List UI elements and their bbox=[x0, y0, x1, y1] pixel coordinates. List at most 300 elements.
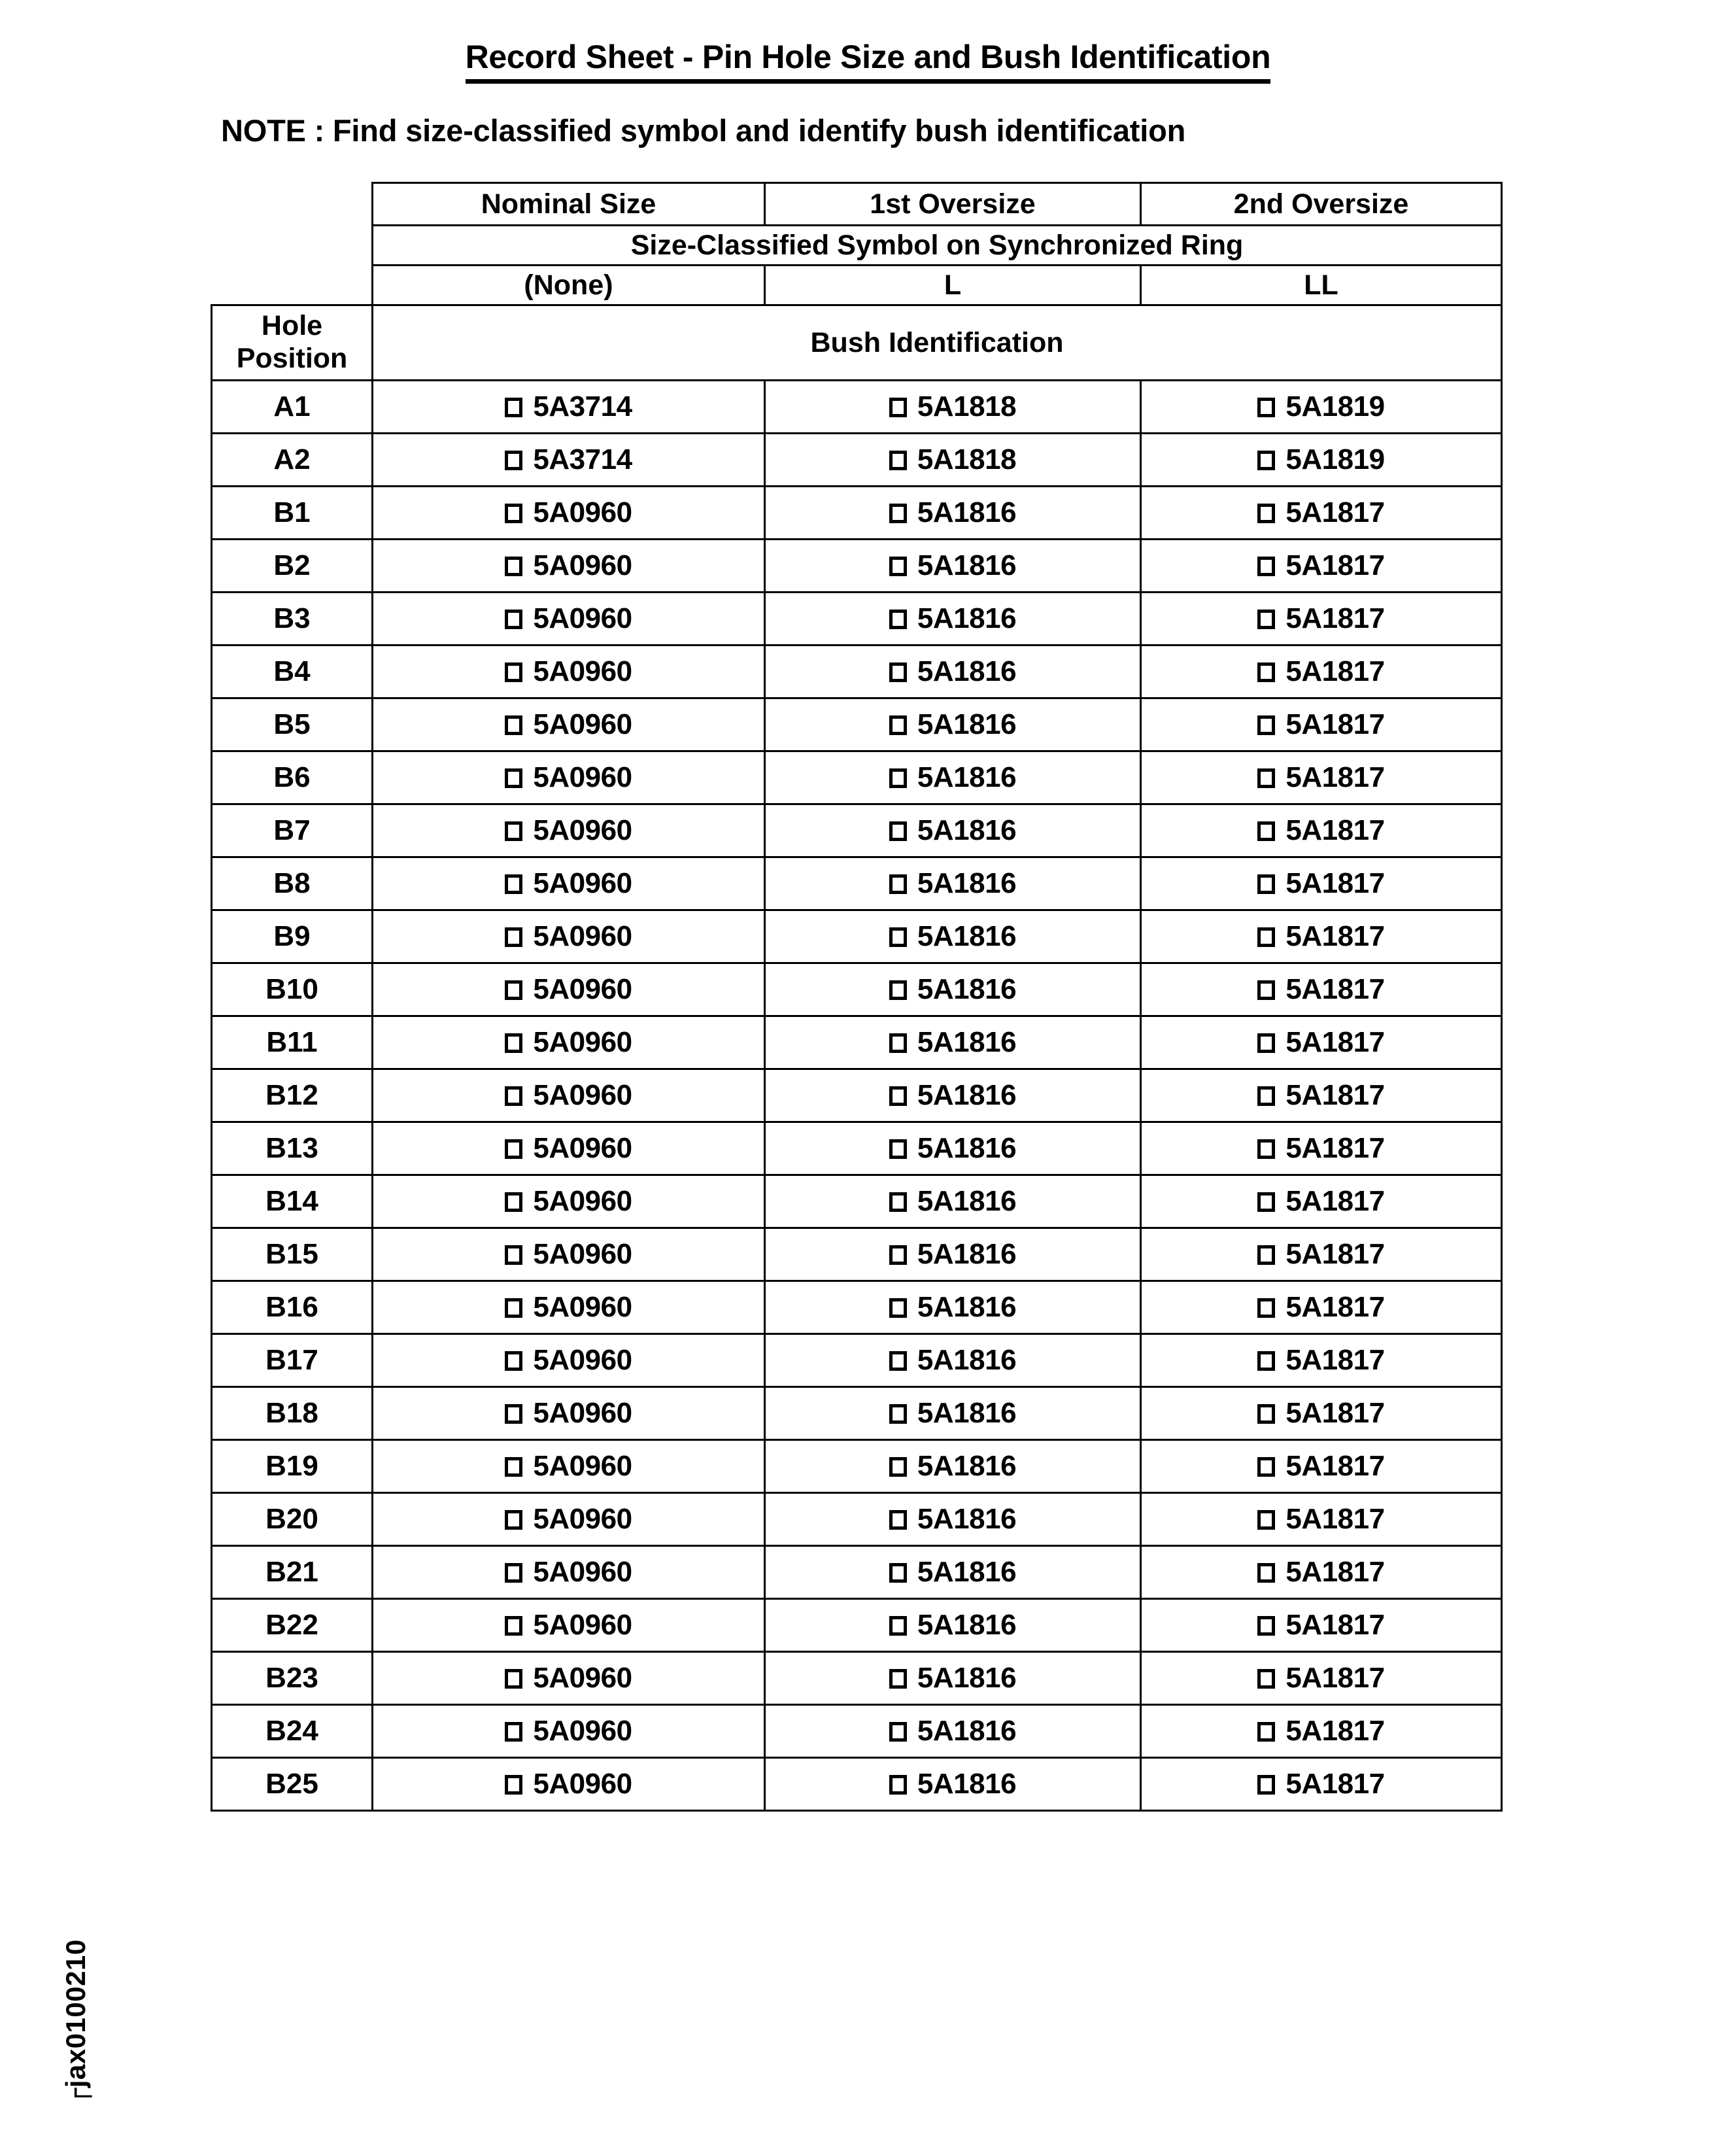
bush-check-group bbox=[889, 1185, 1016, 1218]
bush-cell-first-oversize[interactable] bbox=[765, 1228, 1141, 1281]
bush-cell-nominal[interactable] bbox=[373, 751, 765, 804]
bush-id-label: 5A0960 bbox=[533, 549, 632, 581]
bush-id-label: 5A0960 bbox=[533, 1396, 632, 1429]
checkbox-empty-icon[interactable] bbox=[505, 663, 522, 682]
table-spacer-cell bbox=[212, 266, 373, 305]
bush-id-label: 5A1817 bbox=[1285, 1078, 1385, 1111]
bush-id-label: 5A1816 bbox=[917, 708, 1017, 740]
bush-check-group bbox=[505, 1291, 632, 1324]
hole-position-cell: B2 bbox=[212, 540, 373, 593]
page-title bbox=[0, 38, 1736, 84]
table-row bbox=[212, 751, 1502, 804]
bush-cell-nominal[interactable] bbox=[373, 1652, 765, 1705]
page-title-text: Record Sheet - Pin Hole Size and Bush Identification bbox=[466, 38, 1271, 84]
checkbox-empty-icon[interactable] bbox=[505, 451, 522, 470]
bush-cell-nominal[interactable] bbox=[373, 434, 765, 487]
hole-position-cell: B10 bbox=[212, 963, 373, 1016]
checkbox-empty-icon[interactable] bbox=[1257, 504, 1275, 523]
header-symbol-label: Size-Classified Symbol on Synchronized Ring bbox=[373, 226, 1502, 266]
hole-position-cell: B21 bbox=[212, 1546, 373, 1599]
checkbox-empty-icon[interactable] bbox=[505, 980, 522, 1000]
bush-id-label: 5A1817 bbox=[1285, 814, 1385, 846]
bush-id-label: 5A1816 bbox=[917, 1184, 1017, 1217]
bush-check-group bbox=[889, 496, 1016, 529]
table-spacer-cell bbox=[212, 226, 373, 266]
table-row bbox=[212, 381, 1502, 434]
hole-position-cell: B13 bbox=[212, 1122, 373, 1175]
hole-position-cell: B14 bbox=[212, 1175, 373, 1228]
checkbox-empty-icon[interactable] bbox=[889, 768, 907, 788]
checkbox-empty-icon[interactable] bbox=[505, 1722, 522, 1742]
hole-position-cell: B11 bbox=[212, 1016, 373, 1069]
bush-id-label: 5A1817 bbox=[1285, 1661, 1385, 1694]
bush-check-group bbox=[505, 1503, 632, 1536]
table-row bbox=[212, 487, 1502, 540]
checkbox-empty-icon[interactable] bbox=[889, 451, 907, 470]
bush-cell-first-oversize[interactable] bbox=[765, 1599, 1141, 1652]
checkbox-empty-icon[interactable] bbox=[889, 1457, 907, 1477]
bush-id-label: 5A1816 bbox=[917, 1025, 1017, 1058]
bush-cell-first-oversize[interactable] bbox=[765, 1387, 1141, 1440]
bush-cell-nominal[interactable] bbox=[373, 1493, 765, 1546]
bush-check-group bbox=[1257, 920, 1384, 953]
bush-cell-second-oversize[interactable] bbox=[1141, 910, 1502, 963]
bush-cell-second-oversize[interactable] bbox=[1141, 804, 1502, 857]
bush-check-group bbox=[1257, 867, 1384, 900]
bush-cell-first-oversize[interactable] bbox=[765, 698, 1141, 751]
bush-cell-first-oversize[interactable] bbox=[765, 857, 1141, 910]
checkbox-empty-icon[interactable] bbox=[1257, 1669, 1275, 1689]
header-size-1: Nominal Size bbox=[373, 183, 765, 226]
bush-cell-nominal[interactable] bbox=[373, 1440, 765, 1493]
bush-check-group bbox=[505, 1768, 632, 1800]
bush-cell-second-oversize[interactable] bbox=[1141, 1334, 1502, 1387]
header-size-3: 2nd Oversize bbox=[1141, 183, 1502, 226]
hole-position-cell: A1 bbox=[212, 381, 373, 434]
bush-check-group bbox=[505, 655, 632, 688]
header-mark-3: LL bbox=[1141, 266, 1502, 305]
bush-id-label: 5A1816 bbox=[917, 1449, 1017, 1482]
checkbox-empty-icon[interactable] bbox=[505, 1298, 522, 1318]
bush-cell-second-oversize[interactable] bbox=[1141, 593, 1502, 645]
bush-cell-first-oversize[interactable] bbox=[765, 1440, 1141, 1493]
header-bush-identification: Bush Identification bbox=[373, 305, 1502, 381]
bush-cell-nominal[interactable] bbox=[373, 1334, 765, 1387]
bush-check-group bbox=[505, 443, 632, 476]
bush-cell-nominal[interactable] bbox=[373, 1281, 765, 1334]
checkbox-empty-icon[interactable] bbox=[1257, 1033, 1275, 1053]
bush-id-label: 5A1817 bbox=[1285, 1502, 1385, 1535]
checkbox-empty-icon[interactable] bbox=[505, 768, 522, 788]
checkbox-empty-icon[interactable] bbox=[1257, 610, 1275, 629]
checkbox-empty-icon[interactable] bbox=[505, 1245, 522, 1265]
checkbox-empty-icon[interactable] bbox=[1257, 1139, 1275, 1159]
bush-cell-nominal[interactable] bbox=[373, 1175, 765, 1228]
bush-check-group bbox=[1257, 443, 1384, 476]
checkbox-empty-icon[interactable] bbox=[889, 1563, 907, 1583]
bush-check-group bbox=[1257, 602, 1384, 635]
checkbox-empty-icon[interactable] bbox=[505, 927, 522, 947]
bush-id-label: 5A1816 bbox=[917, 1714, 1017, 1747]
checkbox-empty-icon[interactable] bbox=[505, 398, 522, 417]
bush-id-label: 5A0960 bbox=[533, 1184, 632, 1217]
bush-cell-second-oversize[interactable] bbox=[1141, 1546, 1502, 1599]
bush-cell-nominal[interactable] bbox=[373, 1758, 765, 1811]
bush-id-label: 5A1816 bbox=[917, 1608, 1017, 1641]
checkbox-empty-icon[interactable] bbox=[889, 1139, 907, 1159]
bush-cell-second-oversize[interactable] bbox=[1141, 1599, 1502, 1652]
bush-check-group bbox=[505, 1450, 632, 1483]
checkbox-empty-icon[interactable] bbox=[1257, 398, 1275, 417]
bush-check-group bbox=[1257, 1185, 1384, 1218]
checkbox-empty-icon[interactable] bbox=[505, 1510, 522, 1530]
bush-cell-nominal[interactable] bbox=[373, 1228, 765, 1281]
checkbox-empty-icon[interactable] bbox=[505, 610, 522, 629]
checkbox-empty-icon[interactable] bbox=[889, 557, 907, 576]
bush-cell-nominal[interactable] bbox=[373, 1387, 765, 1440]
bush-cell-nominal[interactable] bbox=[373, 1016, 765, 1069]
bush-check-group bbox=[889, 1238, 1016, 1271]
bush-cell-second-oversize[interactable] bbox=[1141, 698, 1502, 751]
bush-cell-second-oversize[interactable] bbox=[1141, 1758, 1502, 1811]
bush-id-label: 5A1817 bbox=[1285, 496, 1385, 528]
checkbox-empty-icon[interactable] bbox=[1257, 1404, 1275, 1424]
checkbox-empty-icon[interactable] bbox=[1257, 1192, 1275, 1212]
bush-cell-nominal[interactable] bbox=[373, 698, 765, 751]
bush-check-group bbox=[1257, 1662, 1384, 1695]
checkbox-empty-icon[interactable] bbox=[505, 1139, 522, 1159]
checkbox-empty-icon[interactable] bbox=[889, 715, 907, 735]
bush-id-label: 5A0960 bbox=[533, 814, 632, 846]
bush-cell-nominal[interactable] bbox=[373, 593, 765, 645]
checkbox-empty-icon[interactable] bbox=[1257, 663, 1275, 682]
bush-cell-first-oversize[interactable] bbox=[765, 434, 1141, 487]
bush-check-group bbox=[889, 1291, 1016, 1324]
bush-id-label: 5A1816 bbox=[917, 1767, 1017, 1800]
table-row bbox=[212, 593, 1502, 645]
header-row-marks bbox=[212, 266, 1502, 305]
bush-cell-second-oversize[interactable] bbox=[1141, 1228, 1502, 1281]
bush-id-label: 5A1817 bbox=[1285, 1237, 1385, 1270]
checkbox-empty-icon[interactable] bbox=[889, 1086, 907, 1106]
table-row bbox=[212, 1016, 1502, 1069]
bush-cell-nominal[interactable] bbox=[373, 963, 765, 1016]
bush-cell-nominal[interactable] bbox=[373, 1122, 765, 1175]
checkbox-empty-icon[interactable] bbox=[1257, 557, 1275, 576]
bush-cell-second-oversize[interactable] bbox=[1141, 1281, 1502, 1334]
bush-check-group bbox=[505, 708, 632, 741]
checkbox-empty-icon[interactable] bbox=[1257, 927, 1275, 947]
bush-cell-second-oversize[interactable] bbox=[1141, 487, 1502, 540]
bush-cell-second-oversize[interactable] bbox=[1141, 1705, 1502, 1758]
bush-check-group bbox=[505, 973, 632, 1006]
bush-cell-nominal[interactable] bbox=[373, 381, 765, 434]
footer-code-text: jax0100210 bbox=[60, 1939, 91, 2088]
bush-check-group bbox=[1257, 1715, 1384, 1747]
bush-check-group bbox=[1257, 1450, 1384, 1483]
bush-id-label: 5A3714 bbox=[533, 390, 632, 422]
bush-cell-nominal[interactable] bbox=[373, 1705, 765, 1758]
checkbox-empty-icon[interactable] bbox=[505, 1033, 522, 1053]
bush-cell-nominal[interactable] bbox=[373, 910, 765, 963]
hole-position-line2: Position bbox=[236, 343, 348, 374]
bush-cell-second-oversize[interactable] bbox=[1141, 751, 1502, 804]
header-mark-1: (None) bbox=[373, 266, 765, 305]
checkbox-empty-icon[interactable] bbox=[505, 1351, 522, 1371]
checkbox-empty-icon[interactable] bbox=[1257, 1616, 1275, 1636]
bush-id-label: 5A1816 bbox=[917, 655, 1017, 687]
bush-cell-first-oversize[interactable] bbox=[765, 645, 1141, 698]
checkbox-empty-icon[interactable] bbox=[889, 1033, 907, 1053]
table-row bbox=[212, 1758, 1502, 1811]
checkbox-empty-icon[interactable] bbox=[889, 821, 907, 841]
table-row bbox=[212, 434, 1502, 487]
bush-check-group bbox=[505, 390, 632, 423]
bush-check-group bbox=[1257, 1609, 1384, 1642]
checkbox-empty-icon[interactable] bbox=[1257, 980, 1275, 1000]
checkbox-empty-icon[interactable] bbox=[889, 1351, 907, 1371]
checkbox-empty-icon[interactable] bbox=[1257, 1298, 1275, 1318]
checkbox-empty-icon[interactable] bbox=[889, 1722, 907, 1742]
checkbox-empty-icon[interactable] bbox=[1257, 1775, 1275, 1795]
bush-cell-first-oversize[interactable] bbox=[765, 1652, 1141, 1705]
checkbox-empty-icon[interactable] bbox=[505, 1192, 522, 1212]
checkbox-empty-icon[interactable] bbox=[505, 557, 522, 576]
checkbox-empty-icon[interactable] bbox=[889, 1669, 907, 1689]
bush-id-label: 5A0960 bbox=[533, 1502, 632, 1535]
bush-cell-first-oversize[interactable] bbox=[765, 381, 1141, 434]
bush-id-label: 5A1816 bbox=[917, 496, 1017, 528]
bush-cell-nominal[interactable] bbox=[373, 540, 765, 593]
checkbox-empty-icon[interactable] bbox=[505, 1616, 522, 1636]
checkbox-empty-icon[interactable] bbox=[889, 663, 907, 682]
bush-cell-second-oversize[interactable] bbox=[1141, 1652, 1502, 1705]
header-hole-position bbox=[212, 305, 373, 381]
bush-id-label: 5A1816 bbox=[917, 867, 1017, 899]
bush-check-group bbox=[889, 708, 1016, 741]
bush-cell-first-oversize[interactable] bbox=[765, 1758, 1141, 1811]
bush-cell-second-oversize[interactable] bbox=[1141, 1175, 1502, 1228]
bush-cell-second-oversize[interactable] bbox=[1141, 1122, 1502, 1175]
bush-cell-second-oversize[interactable] bbox=[1141, 1387, 1502, 1440]
table-row bbox=[212, 910, 1502, 963]
footer-document-code bbox=[60, 1939, 92, 2105]
table-row bbox=[212, 1546, 1502, 1599]
bush-cell-first-oversize[interactable] bbox=[765, 751, 1141, 804]
bush-id-label: 5A1817 bbox=[1285, 1608, 1385, 1641]
hole-position-cell: B8 bbox=[212, 857, 373, 910]
checkbox-empty-icon[interactable] bbox=[505, 1457, 522, 1477]
bush-check-group bbox=[889, 1768, 1016, 1800]
checkbox-empty-icon[interactable] bbox=[1257, 451, 1275, 470]
bush-cell-nominal[interactable] bbox=[373, 857, 765, 910]
checkbox-empty-icon[interactable] bbox=[505, 1669, 522, 1689]
hole-position-cell: B12 bbox=[212, 1069, 373, 1122]
bush-cell-second-oversize[interactable] bbox=[1141, 1440, 1502, 1493]
hole-position-cell: B9 bbox=[212, 910, 373, 963]
checkbox-empty-icon[interactable] bbox=[505, 1404, 522, 1424]
bush-cell-first-oversize[interactable] bbox=[765, 1334, 1141, 1387]
checkbox-empty-icon[interactable] bbox=[889, 1298, 907, 1318]
bush-cell-nominal[interactable] bbox=[373, 487, 765, 540]
checkbox-empty-icon[interactable] bbox=[1257, 715, 1275, 735]
hole-position-cell: B5 bbox=[212, 698, 373, 751]
bush-cell-first-oversize[interactable] bbox=[765, 1175, 1141, 1228]
checkbox-empty-icon[interactable] bbox=[889, 927, 907, 947]
checkbox-empty-icon[interactable] bbox=[889, 1192, 907, 1212]
bush-id-label: 5A1817 bbox=[1285, 1767, 1385, 1800]
checkbox-empty-icon[interactable] bbox=[505, 1563, 522, 1583]
checkbox-empty-icon[interactable] bbox=[889, 1775, 907, 1795]
hole-position-cell: B25 bbox=[212, 1758, 373, 1811]
bush-id-label: 5A0960 bbox=[533, 496, 632, 528]
checkbox-empty-icon[interactable] bbox=[1257, 1245, 1275, 1265]
bush-id-label: 5A1816 bbox=[917, 602, 1017, 634]
bush-cell-second-oversize[interactable] bbox=[1141, 1493, 1502, 1546]
bush-check-group bbox=[1257, 1132, 1384, 1165]
bush-cell-nominal[interactable] bbox=[373, 804, 765, 857]
checkbox-empty-icon[interactable] bbox=[889, 1510, 907, 1530]
bush-id-label: 5A0960 bbox=[533, 1290, 632, 1323]
bush-cell-first-oversize[interactable] bbox=[765, 1281, 1141, 1334]
bush-cell-first-oversize[interactable] bbox=[765, 1016, 1141, 1069]
bush-check-group bbox=[505, 1344, 632, 1377]
table-row bbox=[212, 1281, 1502, 1334]
bush-cell-nominal[interactable] bbox=[373, 1599, 765, 1652]
checkbox-empty-icon[interactable] bbox=[889, 980, 907, 1000]
bush-check-group bbox=[505, 1026, 632, 1059]
bush-check-group bbox=[889, 602, 1016, 635]
bush-cell-first-oversize[interactable] bbox=[765, 804, 1141, 857]
checkbox-empty-icon[interactable] bbox=[1257, 1563, 1275, 1583]
checkbox-empty-icon[interactable] bbox=[505, 821, 522, 841]
bush-id-label: 5A0960 bbox=[533, 761, 632, 793]
bush-check-group bbox=[889, 1503, 1016, 1536]
checkbox-empty-icon[interactable] bbox=[889, 504, 907, 523]
checkbox-empty-icon[interactable] bbox=[505, 1086, 522, 1106]
bush-cell-second-oversize[interactable] bbox=[1141, 645, 1502, 698]
bush-check-group bbox=[505, 1079, 632, 1112]
hole-position-cell: B19 bbox=[212, 1440, 373, 1493]
hole-position-cell: B1 bbox=[212, 487, 373, 540]
table-row bbox=[212, 1652, 1502, 1705]
bush-id-label: 5A1818 bbox=[917, 390, 1017, 422]
bush-check-group bbox=[1257, 655, 1384, 688]
bush-cell-first-oversize[interactable] bbox=[765, 487, 1141, 540]
bush-cell-first-oversize[interactable] bbox=[765, 910, 1141, 963]
bush-id-label: 5A0960 bbox=[533, 1131, 632, 1164]
bush-check-group bbox=[889, 867, 1016, 900]
bush-check-group bbox=[1257, 1397, 1384, 1430]
checkbox-empty-icon[interactable] bbox=[889, 1616, 907, 1636]
bush-id-label: 5A1819 bbox=[1285, 390, 1385, 422]
bush-cell-second-oversize[interactable] bbox=[1141, 1069, 1502, 1122]
checkbox-empty-icon[interactable] bbox=[1257, 1510, 1275, 1530]
bush-cell-second-oversize[interactable] bbox=[1141, 963, 1502, 1016]
bush-check-group bbox=[505, 814, 632, 847]
bush-id-label: 5A1817 bbox=[1285, 1025, 1385, 1058]
hole-position-cell: B20 bbox=[212, 1493, 373, 1546]
hole-position-cell: B18 bbox=[212, 1387, 373, 1440]
bush-id-label: 5A1818 bbox=[917, 443, 1017, 475]
bush-check-group bbox=[505, 1609, 632, 1642]
checkbox-empty-icon[interactable] bbox=[889, 1404, 907, 1424]
checkbox-empty-icon[interactable] bbox=[1257, 1722, 1275, 1742]
bush-id-label: 5A1816 bbox=[917, 761, 1017, 793]
bush-cell-first-oversize[interactable] bbox=[765, 1546, 1141, 1599]
bush-check-group bbox=[505, 602, 632, 635]
bush-cell-nominal[interactable] bbox=[373, 1069, 765, 1122]
bush-cell-second-oversize[interactable] bbox=[1141, 434, 1502, 487]
table-row bbox=[212, 1705, 1502, 1758]
bush-cell-second-oversize[interactable] bbox=[1141, 857, 1502, 910]
checkbox-empty-icon[interactable] bbox=[505, 715, 522, 735]
bush-cell-first-oversize[interactable] bbox=[765, 1705, 1141, 1758]
bush-cell-second-oversize[interactable] bbox=[1141, 381, 1502, 434]
bush-check-group bbox=[505, 549, 632, 582]
table-row bbox=[212, 857, 1502, 910]
header-size-2: 1st Oversize bbox=[765, 183, 1141, 226]
bush-id-label: 5A1817 bbox=[1285, 1343, 1385, 1376]
hole-position-cell: B24 bbox=[212, 1705, 373, 1758]
bush-cell-first-oversize[interactable] bbox=[765, 540, 1141, 593]
checkbox-empty-icon[interactable] bbox=[1257, 821, 1275, 841]
bush-check-group bbox=[889, 1026, 1016, 1059]
bush-cell-first-oversize[interactable] bbox=[765, 1122, 1141, 1175]
checkbox-empty-icon[interactable] bbox=[1257, 768, 1275, 788]
checkbox-empty-icon[interactable] bbox=[1257, 1457, 1275, 1477]
bush-cell-first-oversize[interactable] bbox=[765, 593, 1141, 645]
bush-check-group bbox=[1257, 496, 1384, 529]
bush-id-label: 5A1817 bbox=[1285, 655, 1385, 687]
hole-position-cell: B3 bbox=[212, 593, 373, 645]
checkbox-empty-icon[interactable] bbox=[1257, 1086, 1275, 1106]
checkbox-empty-icon[interactable] bbox=[505, 874, 522, 894]
bush-id-label: 5A0960 bbox=[533, 1714, 632, 1747]
bush-id-label: 5A0960 bbox=[533, 1237, 632, 1270]
bush-id-label: 5A0960 bbox=[533, 1078, 632, 1111]
checkbox-empty-icon[interactable] bbox=[505, 1775, 522, 1795]
checkbox-empty-icon[interactable] bbox=[1257, 874, 1275, 894]
table-row bbox=[212, 1387, 1502, 1440]
bush-id-label: 5A1817 bbox=[1285, 1290, 1385, 1323]
bush-cell-second-oversize[interactable] bbox=[1141, 1016, 1502, 1069]
bush-cell-nominal[interactable] bbox=[373, 645, 765, 698]
bush-id-label: 5A1817 bbox=[1285, 761, 1385, 793]
bush-cell-first-oversize[interactable] bbox=[765, 1069, 1141, 1122]
note-line: NOTE : Find size-classified symbol and identify bush identification bbox=[221, 113, 1186, 148]
bush-cell-nominal[interactable] bbox=[373, 1546, 765, 1599]
bush-check-group bbox=[1257, 1344, 1384, 1377]
checkbox-empty-icon[interactable] bbox=[505, 504, 522, 523]
bush-id-label: 5A1816 bbox=[917, 814, 1017, 846]
bush-cell-first-oversize[interactable] bbox=[765, 963, 1141, 1016]
bush-id-label: 5A0960 bbox=[533, 1025, 632, 1058]
bush-check-group bbox=[1257, 973, 1384, 1006]
bush-cell-second-oversize[interactable] bbox=[1141, 540, 1502, 593]
hole-position-cell: B22 bbox=[212, 1599, 373, 1652]
bush-id-label: 5A0960 bbox=[533, 920, 632, 952]
bush-id-label: 5A1816 bbox=[917, 1078, 1017, 1111]
checkbox-empty-icon[interactable] bbox=[889, 1245, 907, 1265]
bush-id-label: 5A3714 bbox=[533, 443, 632, 475]
checkbox-empty-icon[interactable] bbox=[889, 610, 907, 629]
checkbox-empty-icon[interactable] bbox=[889, 874, 907, 894]
bush-check-group bbox=[889, 1715, 1016, 1747]
checkbox-empty-icon[interactable] bbox=[1257, 1351, 1275, 1371]
bush-cell-first-oversize[interactable] bbox=[765, 1493, 1141, 1546]
checkbox-empty-icon[interactable] bbox=[889, 398, 907, 417]
